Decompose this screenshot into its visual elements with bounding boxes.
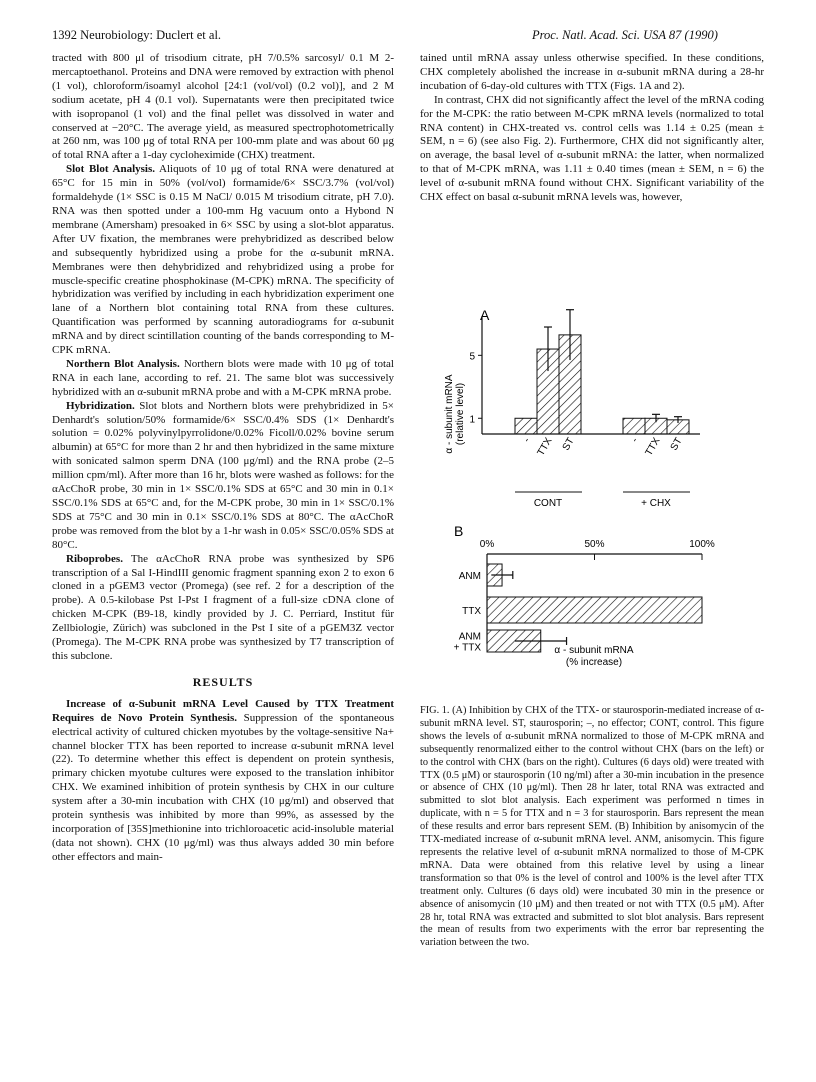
a-category-label: ST: [668, 436, 685, 453]
figure-caption: FIG. 1. (A) Inhibition by CHX of the TTX- or staurosporin-mediated increase of α-subunit mRNA level. ST, staurosporin; –, no effector; CONT, control. This figure shows the levels of α-subunit mRNA normalized to those of M-CPK mRNA and subsequently renormalized either to the control without CHX (bars on the left) or to the control with CHX (bars on the right). Cultures (6 days old) were treated with TTX (0.5 μM) or staurosporin (10 ng/ml) after a 30-min incubation in the presence or absence of CHX (10 μg/ml). Then 28 hr later, total RNA was extracted and submitted to slot blot analysis. Each experiment was performed n times in duplicate, with n = 5 for TTX and n = 3 for staurosporin. Bars represent the mean of these results and error bars represent SEM. (B) Inhibition by anisomycin of the TTX-mediated increase of α-subunit mRNA level. ANM, anisomycin. This figure represents the relative level of α-subunit mRNA normalized to those of M-CPK mRNA. Data were obtained from this relative level by using a linear transformation so that 0% is the level of control and 100% is the level after TTX treatment only. Cultures (6 days old) were incubated 30 min in the presence or absence of anisomycin (10 μM) and then treated or not with TTX (0.5 μM). After 28 hr, total RNA was extracted and submitted to slot blot analysis. Bars represent the mean of results from two experiments with the error bar representing the variation between the two.: [420, 705, 764, 949]
right-paragraph-1: tained until mRNA assay unless otherwise specified. In these conditions, CHX completely abolished the increase in α-subunit mRNA during a 28-hr incubation of 6-day-old cultures with TTX (Figs. 1A and 2).: [420, 52, 764, 92]
left-column: [52, 52, 394, 865]
b-bar: [487, 597, 702, 623]
a-bar: [623, 418, 645, 434]
b-category-label: TTX: [462, 606, 481, 617]
right-paragraph-2: In contrast, CHX did not significantly affect the level of the mRNA coding for the M-CPK: the ratio between M-CPK mRNA levels (normalized to total RNA content) in CHX-treated vs. control cells was 1.14 ± 0.25 (mean ± SEM, n = 6) (see also Fig. 2). Furthermore, CHX did not significantly alter, on average, the basal level of α-subunit mRNA: the latter, when normalized to that of M-CPK mRNA, was 1.11 ± 0.40 times (mean ± SEM, n = 6) the level of α-subunit mRNA found without CHX. Significant variability of the CHX effect on basal α-subunit mRNA levels was, however,: [420, 93, 764, 204]
results-paragraph: [52, 698, 394, 865]
b-category-label: ANM: [458, 571, 481, 582]
a-ylabel-line2: (relative level): [455, 382, 466, 446]
a-category-label: -: [629, 436, 641, 445]
riboprobes-text: The αAcChoR RNA probe was synthesized by SP6 transcription of a Sal I-HindIII genomic fragment spanning exon 2 to exon 6 cloned in a pGEM3 vector (Promega) (see ref. 2 for a description of the probe). A 0.5-kilobase Pst I-Pst I fragment of a full-size cDNA clone of chicken M-CPK (B9-18, kindly provided by J. C. Perriard, Institut für Zellbiologie, Zürich) was subcloned in the Pst I site of a pGEM3Z vector (Promega). The M-CPK RNA probe was synthesized by T7 transcription of this subclone.: [52, 552, 394, 662]
results-text: Suppression of the spontaneous electrical activity of cultured chicken myotubes by the voltage-sensitive Na+ channel blocker TTX has been reported to increase α-subunit mRNA level (22). To determine whether this effect is dependent on protein synthesis, primary chicken myotube cultures were exposed to the translation inhibitor CHX. We examined inhibition of protein synthesis by CHX in our culture system after a 30-min incubation with CHX (10 μg/ml) and observed that protein synthesis was inhibited by more than 99%, as assessed by the incorporation of [35S]methionine into trichloroacetic acid-insoluble material (data not shown). CHX (10 μg/ml) was thus always added 30 min before other effectors and main-: [52, 711, 394, 863]
a-ylabel-line1: α - subunit mRNA: [444, 374, 455, 454]
hybridization-text: Slot blots and Northern blots were prehybridized in 5× Denhardt's solution/50% formamide/6× SSC/0.4% SDS (1× Denhardt's solution = 0.02% polyvinylpyrrolidone/0.02% Ficoll/0.02% bovine serum albumin) at 65°C for more than 2 hr and then hybridized in the same mixture with sonicated salmon sperm DNA (100 μg/ml) and the RNA probe (2–5 million cpm/ml). After more than 16 hr, blots were washed as follows: for the αAcChoR probe, 30 min in 1× SSC/0.1% SDS at 65°C and 30 min in 0.1× SSC/0.1% SDS at 65°C and, for the M-CPK probe, 30 min in 1× SSC/0.1% SDS at 75°C and 30 min in 0.1× SSC/0.1% SDS at 80°C. The αAcChoR probe was removed from the blot by a 1-hr wash in 0.05× SSC/0.05% SDS at 80°C.: [52, 399, 394, 551]
northern-blot-paragraph: [52, 358, 394, 400]
slot-blot-heading: Slot Blot Analysis.: [66, 163, 155, 176]
right-column: [420, 52, 764, 205]
a-axes: [469, 316, 700, 434]
hybridization-heading: Hybridization.: [66, 399, 135, 412]
running-header-left: 1392 Neurobiology: Duclert et al.: [52, 28, 222, 42]
b-category-label: + TTX: [453, 642, 481, 654]
a-category-label: -: [521, 436, 533, 445]
results-subheading: Increase of α-Subunit mRNA Level Caused by TTX Treatment Requires de Novo Protein Synthesis.: [52, 697, 394, 724]
a-category-label: TTX: [535, 436, 555, 458]
riboprobes-heading: Riboprobes.: [66, 552, 123, 565]
a-y-tick-label: 1: [469, 414, 475, 426]
running-header-right: Proc. Natl. Acad. Sci. USA 87 (1990): [532, 28, 718, 42]
a-group-label: + CHX: [641, 498, 671, 509]
a-category-label: TTX: [643, 436, 663, 458]
a-bars: [515, 310, 689, 434]
panel-a-label: A: [480, 307, 490, 323]
slot-blot-paragraph: [52, 163, 394, 358]
a-category-label: ST: [560, 436, 577, 453]
a-y-tick-label: 5: [469, 351, 475, 363]
b-category-label: ANM: [458, 631, 481, 643]
panel-b-label: B: [454, 523, 464, 539]
b-x-tick-label: 100%: [689, 539, 715, 550]
a-group-label: CONT: [533, 498, 563, 509]
slot-blot-text: Aliquots of 10 μg of total RNA were denatured at 65°C for 15 min in 50% (vol/vol) formamide/6× SSC/3.7% (vol/vol) formaldehyde (1× SSC is 0.15 M NaCl/ 0.015 M trisodium citrate, pH 7.0). RNA was then spotted under a 100-mm Hg vacuum onto a Hybond N membrane (Amersham) presoaked in 6× SSC by using a slot-blot apparatus. After UV fixation, the membranes were prehybridized as described below and subsequently hybridized using a probe for the α-subunit mRNA. Membranes were then dehybridized and rehybridized using a probe for muscle-specific creatine phosphokinase (M-CPK) mRNA. The specificity of hybridization was verified by including in each hybridization experiment one lane of a Northern blot containing total RNA from these cultures. Quantification was performed by scanning autoradiograms for α-subunit mRNA and by direct scintillation counting of the bands corresponding to M-CPK mRNA.: [52, 163, 394, 357]
figure-1a-chart: [440, 306, 760, 528]
a-bar: [515, 418, 537, 434]
northern-blot-heading: Northern Blot Analysis.: [66, 357, 180, 370]
figure-1b-chart: [440, 520, 760, 670]
riboprobes-paragraph: [52, 553, 394, 664]
results-heading: RESULTS: [192, 674, 254, 689]
b-x-tick-label: 50%: [584, 539, 605, 550]
b-x-tick-label: 0%: [479, 539, 495, 550]
hybridization-paragraph: [52, 400, 394, 553]
b-xlabel: α - subunit mRNA: [554, 645, 634, 656]
a-labels: [515, 436, 690, 509]
b-axes: [480, 539, 715, 644]
b-xlabel-units: (% increase): [565, 657, 623, 668]
northern-blot-text: Northern blots were made with 10 μg of total RNA in each lane, according to ref. 21. The same blot was successively hybridized with an α-subunit mRNA probe and with a M-CPK mRNA probe.: [52, 357, 394, 398]
b-bars: [454, 564, 702, 654]
methods-paragraph: tracted with 800 μl of trisodium citrate, pH 7/0.5% sarcosyl/ 0.1 M 2-mercaptoethanol. Proteins and DNA were removed by extraction with phenol (1 vol), chloroform/isoamyl alcohol [24:1 (vol/vol) (0.2 vol)], and 2 M sodium acetate, pH 4 (0.1 vol). Supernatants were then precipitated twice with isopropanol (1 vol) and the final pellet was dissolved in water and conserved at −20°C. The average yield, as measured spectrophotometrically at 260 nm, was 100 μg of total RNA per 100-mm plate and was about 60 μg of total RNA after a 1-day cycloheximide (CHX) treatment.: [52, 52, 394, 162]
